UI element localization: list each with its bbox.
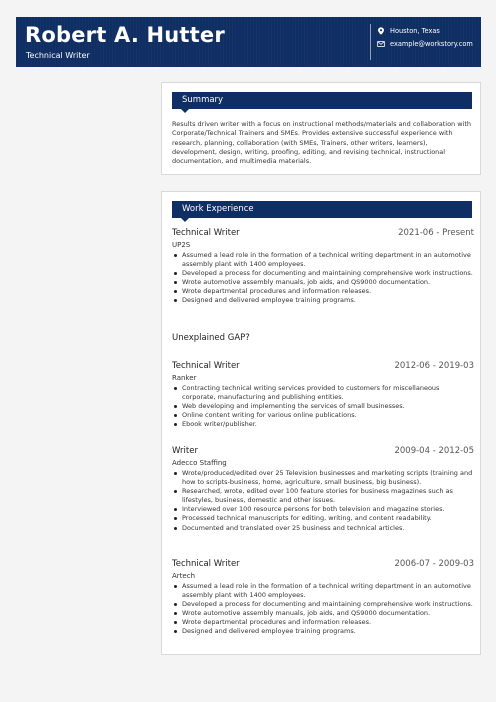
- job-title: Writer: [172, 446, 198, 456]
- job-bullet: Wrote automotive assembly manuals, job aids, and QS9000 documentation.: [172, 278, 474, 287]
- job-entry: [172, 228, 474, 306]
- job-bullet: Designed and delivered employee training programs.: [172, 296, 474, 305]
- job-bullet: Web developing and implementing the services of small businesses.: [172, 402, 474, 411]
- job-bullet: Wrote departmental procedures and information releases.: [172, 618, 474, 627]
- summary-heading: Summary: [172, 92, 472, 109]
- summary-card: [161, 82, 481, 175]
- job-bullet: Interviewed over 100 resource persons for both television and magazine stories.: [172, 505, 474, 514]
- candidate-name: Robert A. Hutter: [25, 23, 225, 47]
- map-pin-icon: [377, 27, 385, 35]
- job-bullet: Contracting technical writing services provided to customers for miscellaneous corporate, manufacturing and publishing entities.: [172, 384, 474, 402]
- job-dates: 2006-07 - 2009-03: [394, 559, 474, 569]
- job-company: Adecco Staffing: [172, 459, 227, 467]
- job-bullet: Researched, wrote, edited over 100 feature stories for business magazines such as lifestyles, business, domestic and other issues.: [172, 487, 474, 505]
- job-bullet: Documented and translated over 25 business and technical articles.: [172, 524, 474, 533]
- job-bullet: Online content writing for various online publications.: [172, 411, 474, 420]
- job-entry: [172, 361, 474, 429]
- candidate-role: Technical Writer: [26, 51, 90, 60]
- job-bullets: [172, 384, 474, 429]
- job-bullet: Processed technical manuscripts for editing, writing, and content readability.: [172, 514, 474, 523]
- resume-header: [16, 17, 481, 67]
- job-bullet: Ebook writer/publisher.: [172, 420, 474, 429]
- summary-text: Results driven writer with a focus on instructional methods/materials and collaboration with Corporate/Technical Trainers and SMEs. Provides extensive successful experience with research, planning, collaboration (with SMEs, Trainers, other writers, learners), development, design, writing, proofing, editing, and revising technical, instructional documentation, and multimedia materials.: [172, 120, 472, 166]
- job-bullet: Assumed a lead role in the formation of a technical writing department in an automotive assembly plant with 1400 employees.: [172, 251, 474, 269]
- contact-email[interactable]: [377, 40, 473, 48]
- job-entry: [172, 559, 474, 637]
- job-title: Technical Writer: [172, 228, 240, 238]
- location-text: Houston, Texas: [390, 27, 440, 35]
- job-entry: [172, 446, 474, 533]
- job-bullet: Developed a process for documenting and maintaining comprehensive work instructions.: [172, 600, 474, 609]
- job-bullet: Wrote departmental procedures and information releases.: [172, 287, 474, 296]
- job-bullets: [172, 469, 474, 533]
- job-title: Technical Writer: [172, 559, 240, 569]
- work-experience-card: [161, 191, 481, 655]
- job-title: Technical Writer: [172, 361, 240, 371]
- header-divider: [370, 24, 371, 60]
- job-bullet: Wrote/produced/edited over 25 Television businesses and marketing scripts (training and how to scripts-business, home, agriculture, small business, big business).: [172, 469, 474, 487]
- job-dates: 2009-04 - 2012-05: [394, 446, 474, 456]
- envelope-icon: [377, 40, 385, 48]
- gap-note: Unexplained GAP?: [172, 333, 250, 343]
- job-company: Ranker: [172, 374, 197, 382]
- job-bullet: Assumed a lead role in the formation of a technical writing department in an automotive assembly plant with 1400 employees.: [172, 582, 474, 600]
- job-company: Artech: [172, 572, 196, 580]
- job-dates: 2021-06 - Present: [398, 228, 474, 238]
- job-bullet: Designed and delivered employee training programs.: [172, 627, 474, 636]
- job-dates: 2012-06 - 2019-03: [394, 361, 474, 371]
- job-bullets: [172, 251, 474, 306]
- contact-location: [377, 27, 440, 35]
- job-bullet: Developed a process for documenting and maintaining comprehensive work instructions.: [172, 269, 474, 278]
- job-company: UP2S: [172, 241, 191, 249]
- job-bullets: [172, 582, 474, 637]
- job-bullet: Wrote automotive assembly manuals, job aids, and QS9000 documentation.: [172, 609, 474, 618]
- email-text[interactable]: example@workstory.com: [390, 40, 473, 48]
- work-experience-heading: Work Experience: [172, 201, 472, 218]
